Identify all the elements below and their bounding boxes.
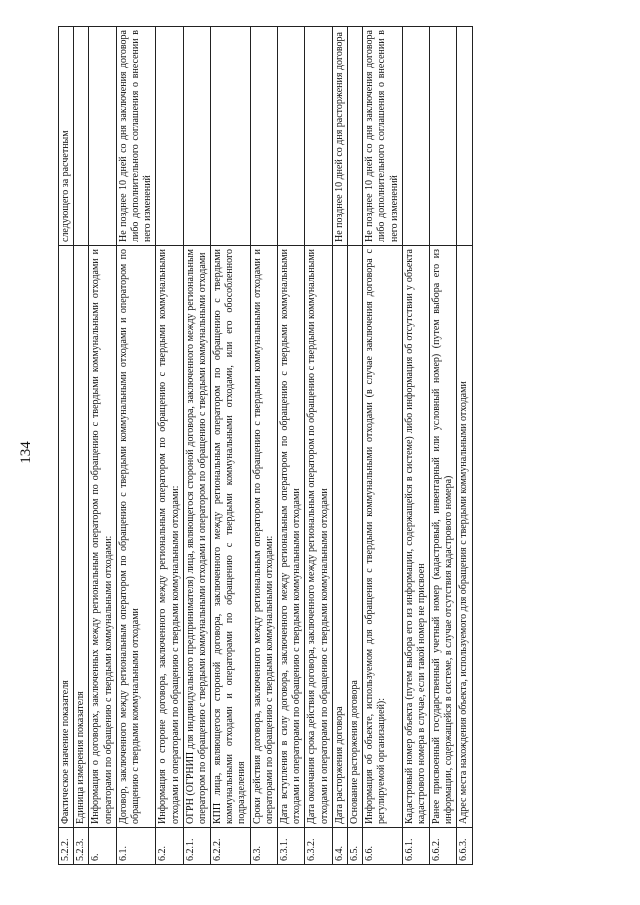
table-row [116, 27, 156, 865]
row-number: 6. [89, 828, 116, 865]
table-row [347, 27, 362, 865]
row-number: 6.6. [363, 828, 403, 865]
indicator-name: Сроки действия договора, заключенного между региональным оператором по обращению с твердыми коммунальными отходами и операторами по обращению с твердыми коммунальными отходами: [250, 246, 277, 828]
table-row [332, 27, 347, 865]
publication-deadline [305, 27, 332, 246]
indicator-name: Адрес места нахождения объекта, используемого для обращения с твердыми коммунальными отходами [457, 246, 472, 828]
table-row [59, 27, 74, 865]
indicator-name: Единица измерения показателя [74, 246, 89, 828]
publication-deadline [430, 27, 457, 246]
publication-deadline: следующего за расчетным [59, 27, 74, 246]
row-number: 6.5. [347, 828, 362, 865]
row-number: 6.2.1. [183, 828, 210, 865]
publication-deadline [89, 27, 116, 246]
table-row [430, 27, 457, 865]
row-number: 5.2.2. [59, 828, 74, 865]
table-row [183, 27, 210, 865]
row-number: 6.2.2. [211, 828, 251, 865]
indicator-name: Информация об объекте, используемом для обращения с твердыми коммунальными отходами (в случае заключения договора с регулируемой организацией): [363, 246, 403, 828]
row-number: 6.6.3. [457, 828, 472, 865]
indicator-name: Дата окончания срока действия договора, заключенного между региональным оператором по обращению с твердыми коммунальными отходами и операторами по обращению с твердыми коммунальными отходами [305, 246, 332, 828]
row-number: 6.3.1. [278, 828, 305, 865]
publication-deadline [156, 27, 183, 246]
row-number: 6.6.2. [430, 828, 457, 865]
table-row [156, 27, 183, 865]
table-row [457, 27, 472, 865]
row-number: 6.6.1. [402, 828, 429, 865]
indicator-name: ОГРН (ОГРНИП для индивидуального предпринимателя) лица, являющегося стороной договора, заключенного между региональным оператором по обращению с твердыми коммунальными отходами и оператором по обращению с твердыми коммунальными отходами [183, 246, 210, 828]
row-number: 6.3. [250, 828, 277, 865]
indicator-name: Фактическое значение показателя [59, 246, 74, 828]
publication-deadline [278, 27, 305, 246]
row-number: 6.3.2. [305, 828, 332, 865]
publication-deadline: Не позднее 10 дней со дня расторжения договора [332, 27, 347, 246]
table-row [211, 27, 251, 865]
table-row [74, 27, 89, 865]
indicator-name: Договор, заключенного между региональным оператором по обращению с твердыми коммунальными отходами и оператором по обращению с твердыми коммунальными отходами [116, 246, 156, 828]
row-number: 6.1. [116, 828, 156, 865]
page-number: 134 [18, 441, 34, 464]
indicator-name: КПП лица, являющегося стороной договора, заключенного между региональным оператором по обращению с твердыми коммунальными отходами и операторами по обращению с твердыми коммунальными отходами, или его обособленного подразделения [211, 246, 251, 828]
indicator-name: Информация о договорах, заключенных между региональным оператором по обращению с твердыми коммунальными отходами и операторами по обращению с твердыми коммунальными отходами: [89, 246, 116, 828]
row-number: 6.2. [156, 828, 183, 865]
publication-deadline: Не позднее 10 дней со дня заключения договора либо дополнительного соглашения о внесении в него изменений [116, 27, 156, 246]
table-row [402, 27, 429, 865]
table-row [305, 27, 332, 865]
publication-deadline [347, 27, 362, 246]
indicator-name: Основание расторжения договора [347, 246, 362, 828]
publication-deadline [402, 27, 429, 246]
publication-deadline [250, 27, 277, 246]
table-row [363, 27, 403, 865]
row-number: 5.2.3. [74, 828, 89, 865]
indicator-name: Кадастровый номер объекта (путем выбора его из информации, содержащейся в системе) либо информация об отсутствии у объекта кадастрового номера в случае, если такой номер не присвоен [402, 246, 429, 828]
indicator-name: Информация о стороне договора, заключенного между региональным оператором по обращению с твердыми коммунальными отходами и операторами по обращению с твердыми коммунальными отходами: [156, 246, 183, 828]
table-row [278, 27, 305, 865]
table-row [250, 27, 277, 865]
indicator-name: Дата вступления в силу договора, заключенного между региональным оператором по обращению с твердыми коммунальными отходами и операторами по обращению с твердыми коммунальными отходами [278, 246, 305, 828]
publication-deadline: Не позднее 10 дней со дня заключения договора либо дополнительного соглашения о внесении в него изменений [363, 27, 403, 246]
publication-deadline [74, 27, 89, 246]
publication-deadline [183, 27, 210, 246]
indicator-name: Ранее присвоенный государственный учетный номер (кадастровый, инвентарный или условный номер) (путем выбора его из информации, содержащейся в системе, в случае отсутствия кадастрового номера) [430, 246, 457, 828]
indicators-table [58, 26, 473, 865]
row-number: 6.4. [332, 828, 347, 865]
publication-deadline [211, 27, 251, 246]
table-row [89, 27, 116, 865]
publication-deadline [457, 27, 472, 246]
indicator-name: Дата расторжения договора [332, 246, 347, 828]
